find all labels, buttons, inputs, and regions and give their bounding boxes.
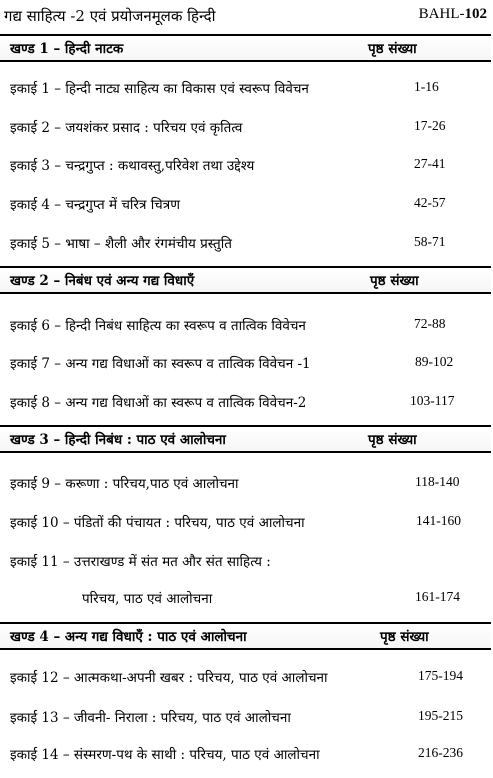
unit-title: इकाई 11 – उत्तराखण्ड में संत मत और संत साहित्य : xyxy=(10,554,271,570)
unit-title: इकाई 5 – भाषा – शैली और रंगमंचीय प्रस्तुति xyxy=(10,236,232,252)
unit-pages: 103-117 xyxy=(410,393,455,408)
unit-title: इकाई 8 – अन्य गद्य विधाओं का स्वरूप व तात्विक विवेचन-2 xyxy=(10,395,307,411)
course-code-prefix: BAHL- xyxy=(418,6,465,22)
unit-pages: 89-102 xyxy=(415,354,454,369)
unit-pages: 118-140 xyxy=(415,474,460,489)
section-page-label: पृष्ठ संख्या xyxy=(368,41,417,57)
unit-title: इकाई 1 – हिन्दी नाट्य साहित्य का विकास एवं स्वरूप विवेचन xyxy=(10,81,309,97)
unit-title: इकाई 13 – जीवनी- निराला : परिचय, पाठ एवं आलोचना xyxy=(10,710,291,726)
section-page-label: पृष्ठ संख्या xyxy=(380,629,429,645)
course-code-number: 102 xyxy=(464,6,487,22)
unit-pages: 1-16 xyxy=(414,79,439,94)
unit-pages: 141-160 xyxy=(416,513,461,528)
section-header-2 xyxy=(0,266,491,294)
unit-pages: 195-215 xyxy=(418,708,463,723)
section-page-label: पृष्ठ संख्या xyxy=(368,432,417,448)
unit-pages: 58-71 xyxy=(414,234,446,249)
unit-pages: 175-194 xyxy=(418,668,463,683)
toc-row[interactable] xyxy=(0,352,493,374)
toc-row[interactable] xyxy=(0,511,493,533)
section-header-1 xyxy=(0,34,491,62)
course-title: गद्य साहित्य -2 एवं प्रयोजनमूलक हिन्दी xyxy=(4,7,216,25)
toc-row[interactable] xyxy=(0,232,493,254)
unit-pages: 72-88 xyxy=(414,316,446,331)
toc-row[interactable] xyxy=(0,743,493,765)
unit-title: इकाई 10 – पंडितों की पंचायत : परिचय, पाठ एवं आलोचना xyxy=(10,515,305,531)
section-header-4 xyxy=(0,622,491,650)
unit-title: इकाई 2 – जयशंकर प्रसाद : परिचय एवं कृतित्व xyxy=(10,120,243,136)
toc-row[interactable] xyxy=(0,550,493,572)
unit-title: इकाई 3 – चन्द्रगुप्त : कथावस्तु,परिवेश तथा उद्देश्य xyxy=(10,158,255,174)
page-header xyxy=(0,0,493,34)
toc-row[interactable] xyxy=(0,472,493,494)
toc-row[interactable] xyxy=(0,77,493,99)
section-page-label: पृष्ठ संख्या xyxy=(370,273,419,289)
toc-row-continuation[interactable] xyxy=(0,587,493,609)
toc-row[interactable] xyxy=(0,391,493,413)
unit-title: इकाई 9 – करूणा : परिचय,पाठ एवं आलोचना xyxy=(10,476,239,492)
section-title: खण्ड 2 – निबंध एवं अन्य गद्य विधाएँ xyxy=(10,273,195,289)
unit-title: परिचय, पाठ एवं आलोचना xyxy=(82,591,213,607)
unit-pages: 216-236 xyxy=(418,745,463,760)
unit-title: इकाई 12 – आत्मकथा-अपनी खबर : परिचय, पाठ एवं आलोचना xyxy=(10,670,328,686)
unit-pages: 161-174 xyxy=(415,589,460,604)
toc-row[interactable] xyxy=(0,706,493,728)
unit-title: इकाई 7 – अन्य गद्य विधाओं का स्वरूप व तात्विक विवेचन -1 xyxy=(10,356,311,372)
course-code xyxy=(419,6,487,23)
unit-title: इकाई 4 – चन्द्रगुप्त में चरित्र चित्रण xyxy=(10,197,180,213)
unit-title: इकाई 14 – संस्मरण-पथ के साथी : परिचय, पाठ एवं आलोचना xyxy=(10,747,320,763)
unit-pages: 17-26 xyxy=(414,118,446,133)
section-title: खण्ड 4 – अन्य गद्य विधाएँ : पाठ एवं आलोचना xyxy=(10,629,247,645)
unit-pages: 27-41 xyxy=(414,156,446,171)
unit-pages: 42-57 xyxy=(414,195,446,210)
section-title: खण्ड 1 – हिन्दी नाटक xyxy=(10,41,124,57)
section-header-3 xyxy=(0,425,491,453)
toc-row[interactable] xyxy=(0,193,493,215)
toc-row[interactable] xyxy=(0,154,493,176)
toc-row[interactable] xyxy=(0,666,493,688)
toc-row[interactable] xyxy=(0,116,493,138)
section-title: खण्ड 3 – हिन्दी निबंध : पाठ एवं आलोचना xyxy=(10,432,226,448)
unit-title: इकाई 6 – हिन्दी निबंध साहित्य का स्वरूप व तात्विक विवेचन xyxy=(10,318,306,334)
toc-row[interactable] xyxy=(0,314,493,336)
